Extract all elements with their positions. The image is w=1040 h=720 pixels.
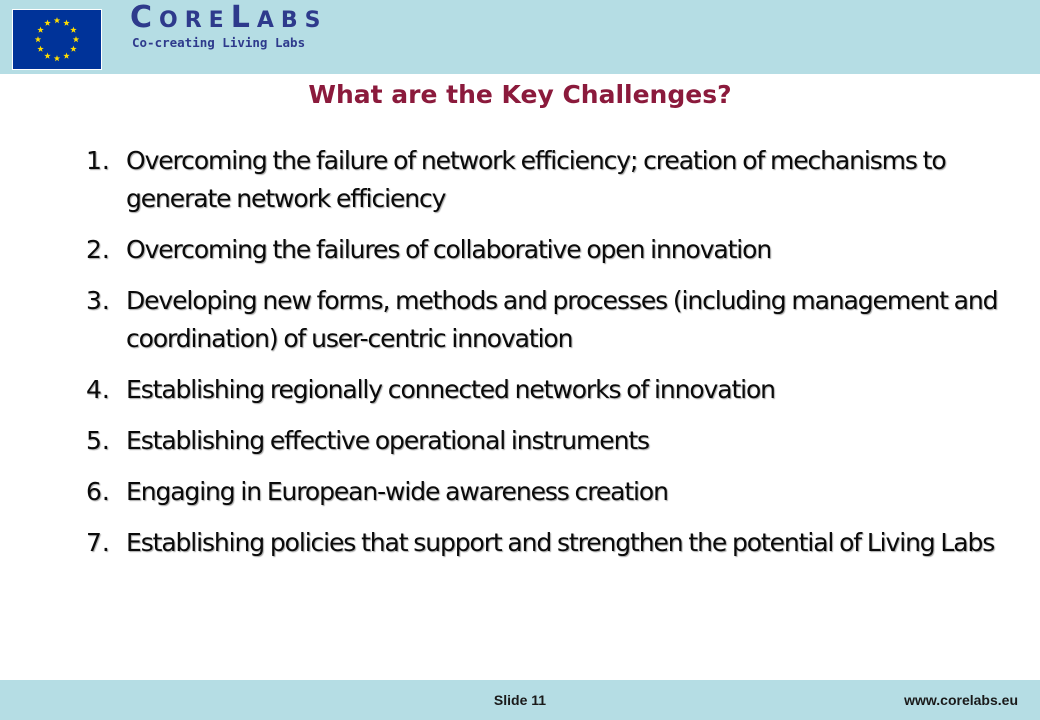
challenge-text: Establishing policies that support and strengthen the potential of Living Labs <box>126 528 995 557</box>
challenge-item <box>86 142 1016 218</box>
challenge-number: 7. <box>86 528 110 557</box>
challenge-number: 5. <box>86 426 110 455</box>
challenge-text: Establishing regionally connected networks of innovation <box>126 375 775 404</box>
footer-url[interactable]: www.corelabs.eu <box>904 692 1018 708</box>
challenge-item <box>86 422 1016 460</box>
challenge-number: 6. <box>86 477 110 506</box>
logo-letter-l: L <box>230 0 257 35</box>
logo-letter-c: C <box>130 0 160 35</box>
challenge-number: 4. <box>86 375 110 404</box>
challenge-number: 1. <box>86 146 110 175</box>
challenge-item <box>86 282 1016 358</box>
challenge-list <box>86 142 1016 575</box>
logo-text-ore: ORE <box>159 8 231 33</box>
challenge-item <box>86 473 1016 511</box>
logo-tagline: Co-creating Living Labs <box>132 35 306 50</box>
challenge-item <box>86 524 1016 562</box>
challenge-text: Overcoming the failures of collaborative open innovation <box>126 235 772 264</box>
challenge-text: Engaging in European-wide awareness creation <box>126 477 668 506</box>
logo-text-abs: ABS <box>256 8 328 33</box>
corelabs-logo <box>130 0 328 35</box>
challenge-item <box>86 231 1016 269</box>
eu-flag-icon <box>12 9 102 70</box>
challenge-text: Establishing effective operational instruments <box>126 426 649 455</box>
challenge-number: 3. <box>86 286 110 315</box>
slide-title: What are the Key Challenges? <box>308 80 732 109</box>
eu-flag-stars <box>13 10 101 69</box>
challenge-text: Developing new forms, methods and processes (including management and coordination) of user-centric innovation <box>126 286 998 353</box>
challenge-number: 2. <box>86 235 110 264</box>
challenge-item <box>86 371 1016 409</box>
slide-number: Slide 11 <box>493 692 547 708</box>
challenge-text: Overcoming the failure of network efficiency; creation of mechanisms to generate network efficiency <box>126 146 946 213</box>
